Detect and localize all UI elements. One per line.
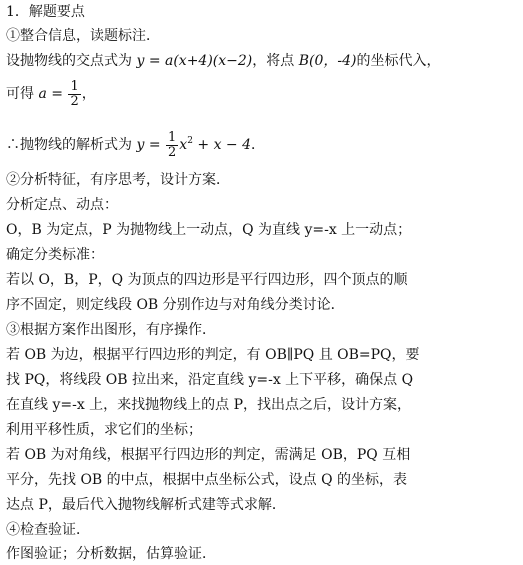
- fraction: [68, 80, 80, 109]
- paragraph-line: 若以 O，B，P，Q 为顶点的四边形是平行四边形，四个顶点的顺: [6, 272, 408, 288]
- text-run: ．: [251, 137, 266, 153]
- step-1-heading: ①整合信息，读题标注．: [6, 28, 160, 44]
- text-run: 可得: [6, 86, 39, 102]
- fraction-denominator: 2: [168, 144, 177, 160]
- paragraph-line: 若 OB 为边，根据平行四边形的判定，有 OB∥PQ 且 OB=PQ，要: [6, 347, 420, 363]
- variable: x: [179, 137, 188, 153]
- text-run: 的坐标代入，: [356, 53, 441, 69]
- paragraph-line: 序不固定，则定线段 OB 分别作边与对角线分类讨论．: [6, 297, 345, 313]
- text-run: ∴抛物线的解析式为: [6, 137, 137, 153]
- text-run: ，将点: [252, 53, 299, 69]
- text-run: 设抛物线的交点式为: [6, 53, 137, 69]
- section-title: 1．解题要点: [6, 4, 85, 20]
- paragraph-line: [6, 123, 265, 159]
- fraction-numerator: 1: [168, 129, 177, 145]
- step-4-heading: ④检查验证．: [6, 522, 90, 538]
- point-label: B(0，-4): [298, 53, 357, 69]
- fraction: [166, 131, 178, 160]
- variable: a: [38, 86, 47, 102]
- fraction-numerator: 1: [70, 78, 79, 94]
- formula: + x − 4: [192, 137, 252, 153]
- step-3-heading: ③根据方案作出图形，有序操作．: [6, 322, 216, 338]
- exponent: 2: [187, 136, 193, 146]
- paragraph-line: 找 PQ，将线段 OB 拉出来，沿定直线 y=-x 上下平移，确保点 Q: [6, 372, 414, 388]
- paragraph-line: [6, 76, 96, 112]
- paragraph-line: 在直线 y=-x 上，来找抛物线上的点 P，找出点之后，设计方案，: [6, 397, 412, 413]
- equals: =: [46, 86, 68, 102]
- step-2-heading: ②分析特征，有序思考，设计方案．: [6, 172, 230, 188]
- paragraph-line: [6, 51, 440, 71]
- paragraph-line: 确定分类标准：: [6, 247, 104, 263]
- paragraph-line: 作图验证；分析数据，估算验证．: [6, 546, 216, 562]
- paragraph-line: 达点 P，最后代入抛物线解析式建等式求解．: [6, 497, 286, 513]
- paragraph-line: O，B 为定点，P 为抛物线上一动点，Q 为直线 y=-x 上一动点；: [6, 222, 412, 238]
- paragraph-line: 若 OB 为对角线，根据平行四边形的判定，需满足 OB，PQ 互相: [6, 447, 411, 463]
- paragraph-line: 利用平移性质，求它们的坐标；: [6, 422, 202, 438]
- equals: =: [144, 137, 166, 153]
- formula: y = a(x+4)(x−2): [136, 53, 253, 69]
- text-run: ，: [81, 86, 96, 102]
- variable: y: [136, 137, 145, 153]
- paragraph-line: 分析定点、动点：: [6, 197, 118, 213]
- paragraph-line: 平分，先找 OB 的中点，根据中点坐标公式，设点 Q 的坐标，表: [6, 472, 408, 488]
- fraction-denominator: 2: [70, 93, 79, 109]
